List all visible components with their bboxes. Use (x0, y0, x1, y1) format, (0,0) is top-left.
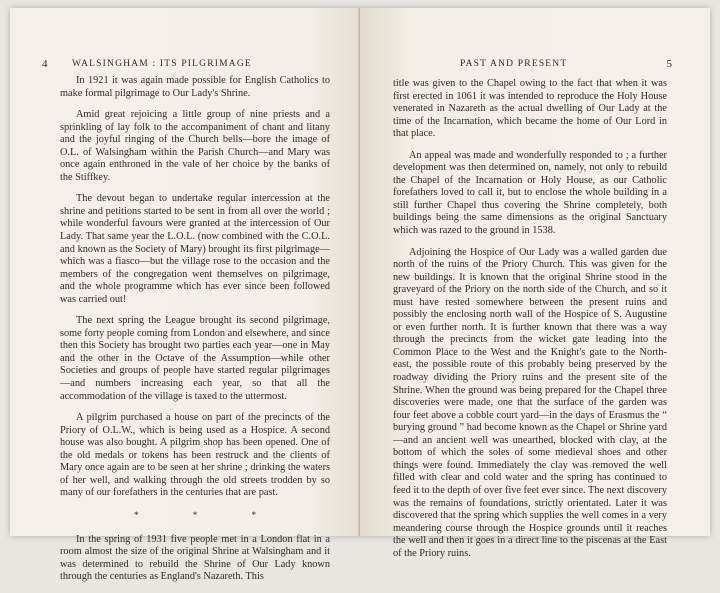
paragraph: The devout began to undertake regular intercession at the shrine and petitions started to be sent in from all over the world ; while wonderful favours were granted at the intercession of Our Lady. That same year the L.O.L. (now combined with the C.O.L. and known as the Society of Mary) brought its first pilgrimage—which was a fiasco—but the village rose to the occasion and the members of the congregation went themselves on pilgrimage, and the whole programme which has ever since been followed was carried out! (60, 193, 330, 305)
left-page-body (60, 75, 330, 593)
paragraph: A pilgrim purchased a house on part of the precincts of the Priory of O.L.W., which is being used as a Hospice. A second house was also bought. A pilgrim shop has been opened. One of the old medals or tokens has been restruck and the clients of Mary once again are to be seen at her shrine ; drinking the waters of her well, and walking through the old streets trodden by so many of our forefathers in the centuries that are past. (60, 412, 330, 499)
left-page (10, 8, 360, 583)
book-spread (10, 8, 710, 583)
paragraph: In the spring of 1931 five people met in a London flat in a room almost the size of the original Shrine at Walsingham and it was determined to rebuild the Shrine of Our Lady known through the centuries as England's Nazareth. This (60, 533, 330, 583)
running-head-right: PAST AND PRESENT (460, 59, 568, 69)
section-separator: * * * (134, 509, 282, 520)
right-page (360, 8, 710, 559)
paragraph: The next spring the League brought its second pilgrimage, some forty people coming from London and elsewhere, and since then this Society has brought two parties each year—one in May and the other in the Octave of the Assumption—while other Societies and groups of people have started regular pilgrimages—and numbers increasing each year, so that all the accommodation of the village is taxed to the uttermost. (60, 315, 330, 402)
page-number-left: 4 (42, 58, 48, 70)
page-number-right: 5 (666, 58, 672, 70)
paragraph: An appeal was made and wonderfully responded to ; a further development was then determined on, namely, not only to rebuild the Chapel of the Incarnation or Holy House, as our Catholic forefathers loved to call it, but to enclose the whole building in a still further Chapel thus covering the Shrine completely, both buildings being the same dimensions as the original Sanctuary which was razed to the ground in 1538. (393, 149, 667, 237)
paragraph: Adjoining the Hospice of Our Lady was a walled garden due north of the ruins of the Priory Church. This was given for the new buildings. It is known that the original Shrine stood in the graveyard of the Priory on the north side of the Church, and so it must have rested somewhere between the present ruins and possibly the enclosing north wall of the Hospice of S. Augustine or even further north. It is further known that there was a way through the precincts from the wicket gate leading into the Common Place to the West and the Knight's gate to the North-east, the possible route of this probably being preserved by the roadway dividing the Priory ruins and the present site of the Shrine. When the ground was being prepared for the Chapel three discoveries were made, one that the surface of the garden was four feet above a cobble court yard—in the days of Erasmus the “ burying ground ” had become known as the Chapel or Shrine yard—and an ancient well was unearthed, blocked with clay, at the bottom of which the soles of some medieval shoes and other things were found. Immediately the clay was removed the well filled with clear and cold water and the spring has continued to feed it to the depth of over five feet ever since. The next discovery was the remains of foundations, strictly orientated. Later it was discovered that the spring which supplies the well comes in a very meandering course through the Hospice grounds until it reaches the well and then it goes in a direct line to the piscenas at the East of the Priory ruins. (393, 246, 667, 559)
paragraph: Amid great rejoicing a little group of nine priests and a sprinkling of lay folk to the accompaniment of chant and litany and the joyful ringing of the Church bells—bore the image of O.L. of Walsingham within the Parish Church—and Mary was once again enthroned in the vale of her choice by the banks of the Stiffkey. (60, 109, 330, 183)
right-page-body (393, 78, 667, 569)
running-head-left: WALSINGHAM : ITS PILGRIMAGE (72, 59, 252, 69)
paragraph-continuation: title was given to the Chapel owing to the fact that when it was first erected in 1061 it was intended to reproduce the Holy House venerated in Nazareth as the actual dwelling of Our Lady at the time of the Incarnation, which became the home of Our Lord in that place. (393, 78, 667, 140)
paragraph: In 1921 it was again made possible for English Catholics to make formal pilgrimage to Our Lady's Shrine. (60, 75, 330, 99)
